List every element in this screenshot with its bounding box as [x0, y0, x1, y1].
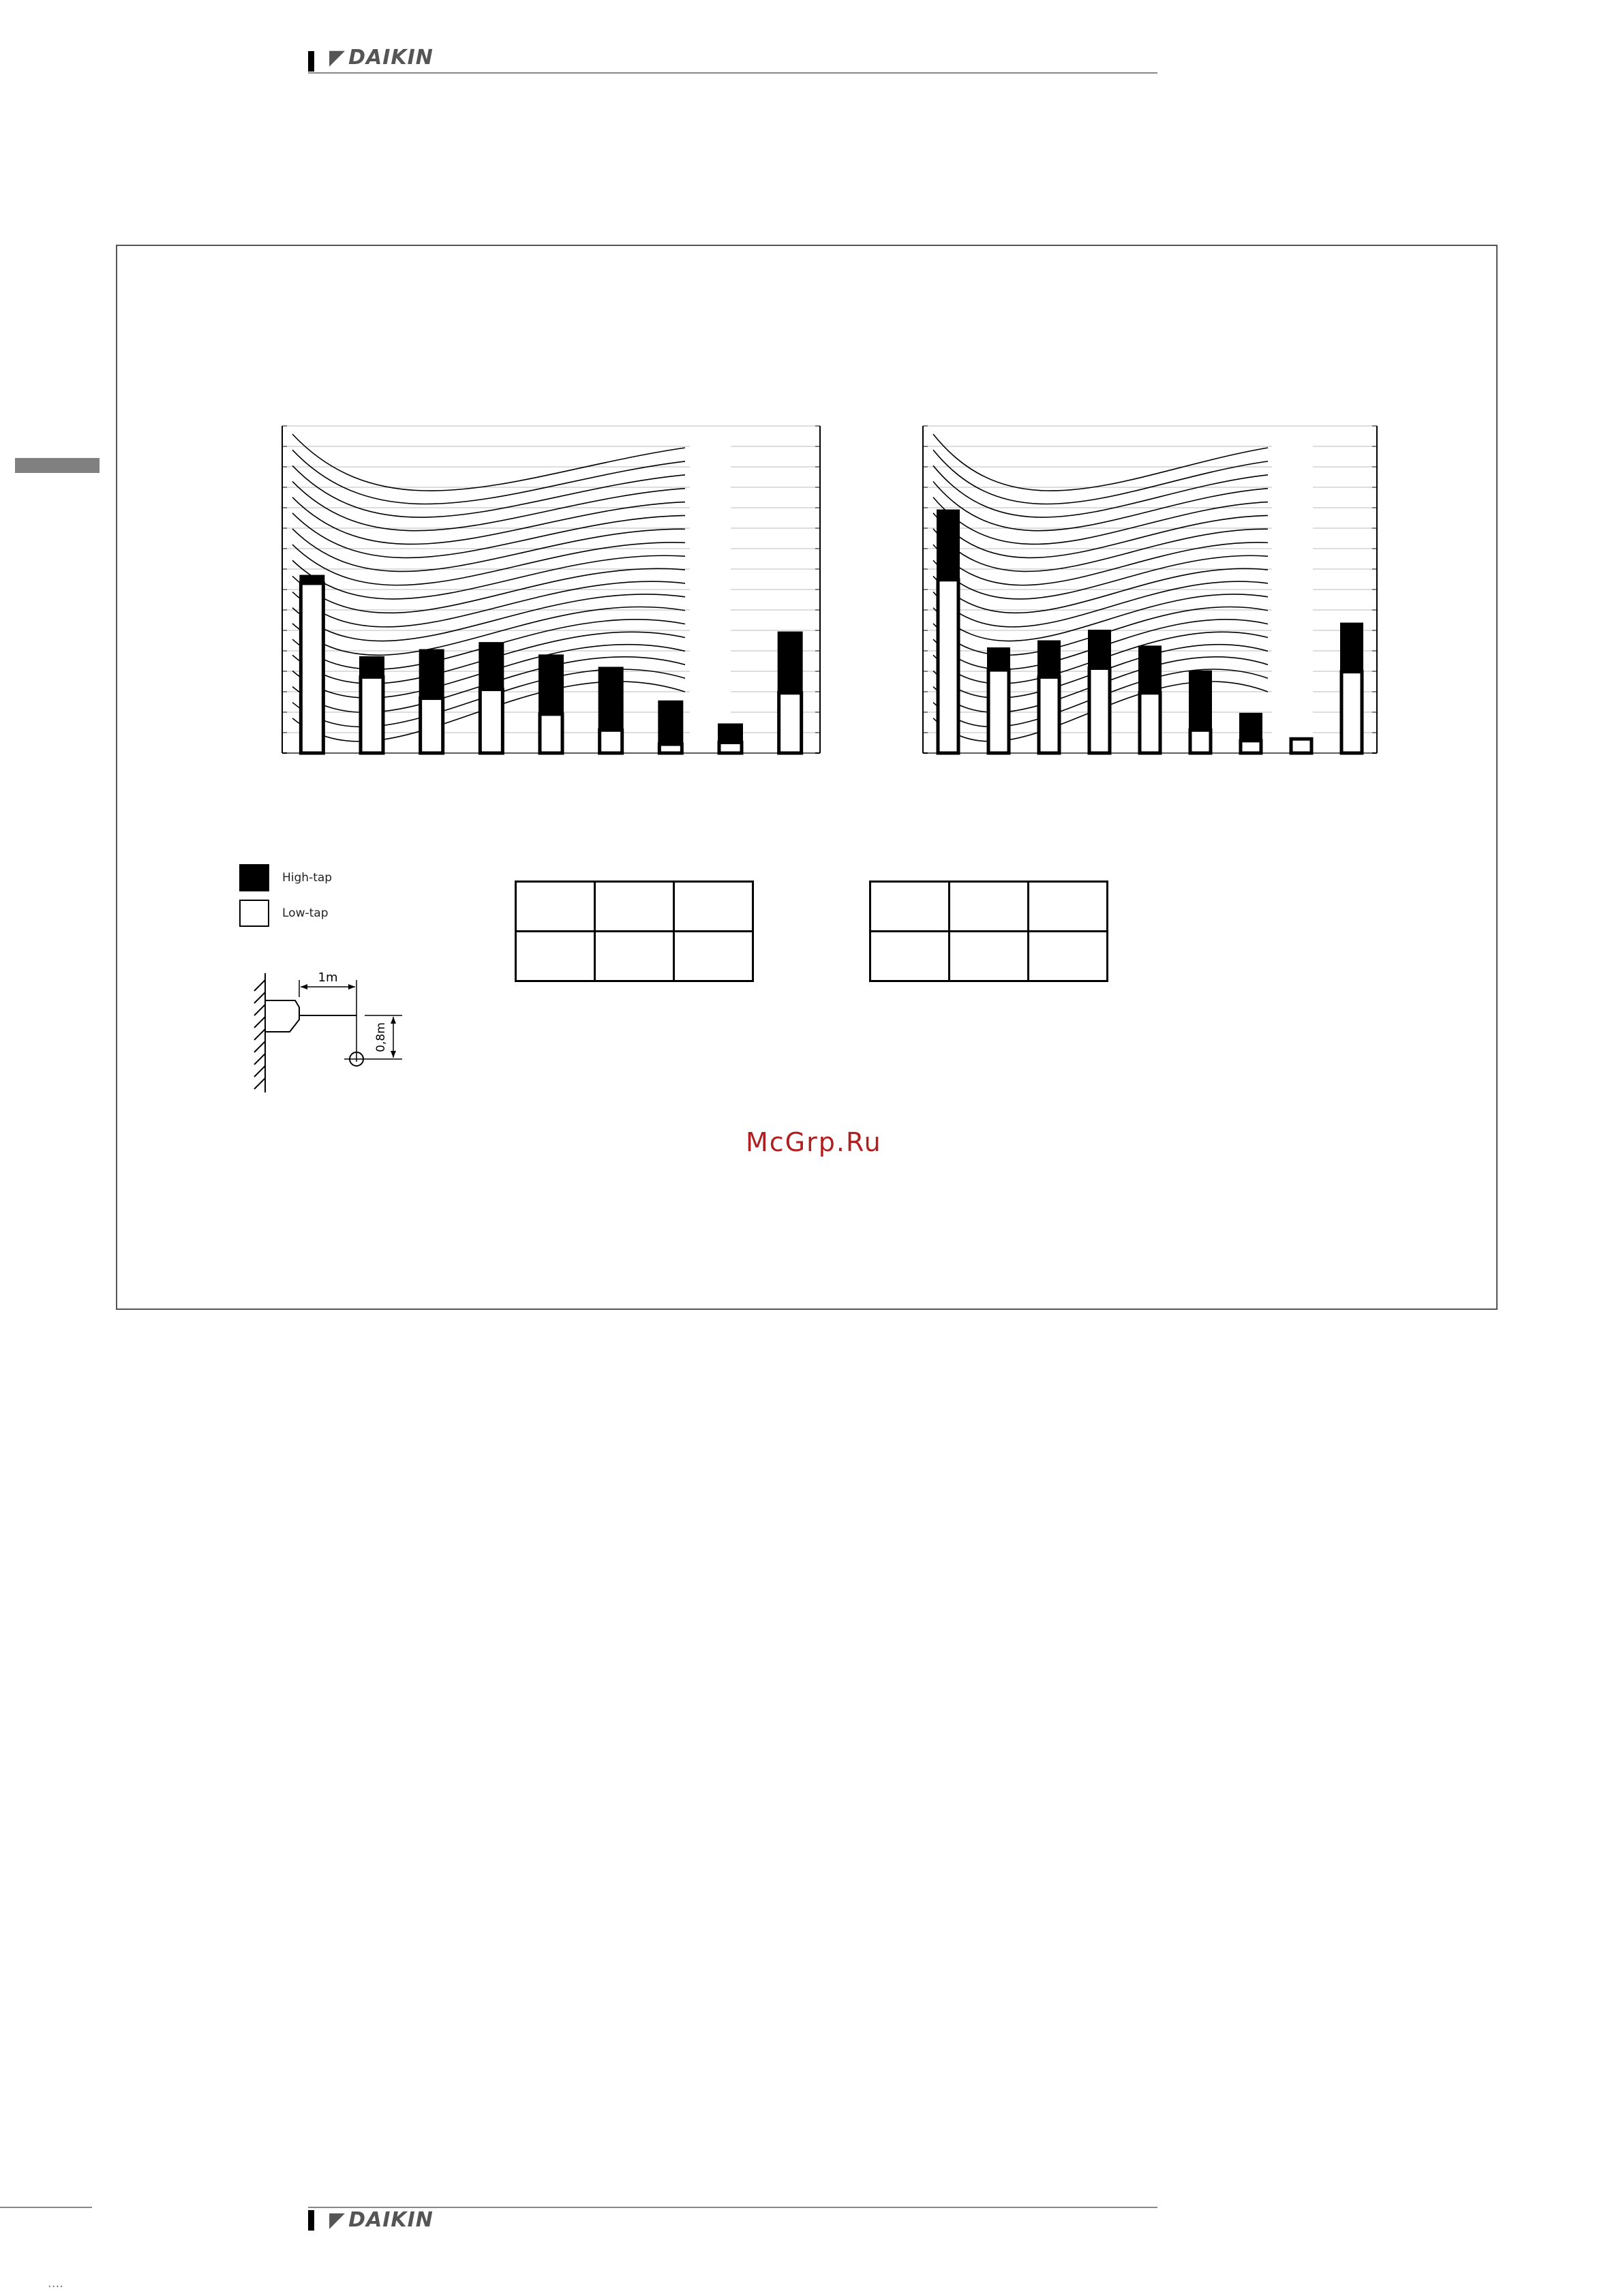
- bar-high-tap: [480, 643, 502, 689]
- sound-chart-left: [273, 419, 828, 760]
- bar-high-tap: [1341, 624, 1362, 672]
- section-tab-marker: [15, 458, 100, 473]
- sound-chart-right: [913, 419, 1391, 760]
- bar-low-tap: [1291, 739, 1311, 753]
- bar-low-tap: [361, 677, 383, 753]
- table-row: [516, 882, 753, 932]
- header-brand-mark: [308, 51, 314, 72]
- bar-low-tap: [540, 714, 562, 753]
- chart-gap: [690, 427, 731, 752]
- bar-high-tap: [659, 702, 682, 744]
- legend-label-low-tap: Low-tap: [282, 906, 329, 920]
- bar-low-tap: [1089, 668, 1110, 753]
- table-right: [869, 881, 1108, 982]
- legend-swatch-low-tap: [239, 900, 269, 927]
- legend-label-high-tap: High-tap: [282, 871, 333, 885]
- bar-high-tap: [779, 633, 802, 693]
- chart-curve: [933, 555, 1268, 599]
- bar-low-tap: [988, 670, 1009, 753]
- bar-low-tap: [421, 699, 443, 753]
- wall-hatching: [254, 973, 265, 1092]
- bar-high-tap: [540, 656, 562, 714]
- table-row: [870, 932, 1108, 981]
- table-cell: [595, 882, 674, 932]
- table-cell: [950, 882, 1029, 932]
- bar-high-tap: [1190, 672, 1211, 731]
- table-cell: [516, 932, 595, 981]
- footer-brand-text: DAIKIN: [348, 2208, 434, 2232]
- measurement-position-diagram: [242, 966, 412, 1096]
- bar-low-tap: [938, 580, 958, 753]
- footer-logo: [329, 2210, 434, 2231]
- horizontal-distance-label: 1m: [318, 970, 338, 985]
- bar-low-tap: [1241, 741, 1261, 753]
- table-cell: [595, 932, 674, 981]
- footer-corner-text: ....: [48, 2276, 63, 2291]
- bar-high-tap: [600, 668, 622, 730]
- bar-high-tap: [1241, 714, 1261, 741]
- bar-low-tap: [600, 730, 622, 753]
- daikin-logo-icon: ◤: [329, 2208, 346, 2232]
- bar-low-tap: [779, 693, 802, 753]
- bar-high-tap: [1089, 631, 1110, 668]
- indoor-unit-shape: [265, 1000, 299, 1032]
- header-logo: [329, 48, 434, 68]
- footer-rule: [308, 2207, 1157, 2208]
- chart-curve: [292, 555, 685, 599]
- footer-brand-mark: [308, 2210, 314, 2231]
- vertical-distance-label: 0,8m: [374, 1022, 388, 1052]
- table-cell: [1029, 932, 1108, 981]
- bar-high-tap: [361, 658, 383, 677]
- bar-low-tap: [1140, 693, 1160, 753]
- table-cell: [674, 882, 753, 932]
- bar-low-tap: [1039, 677, 1059, 753]
- bar-low-tap: [301, 583, 323, 753]
- bar-high-tap: [421, 651, 443, 699]
- chart-gap: [1272, 427, 1313, 752]
- bar-low-tap: [480, 690, 502, 753]
- bar-low-tap: [1341, 672, 1362, 753]
- bar-high-tap: [1140, 647, 1160, 692]
- table-cell: [1029, 882, 1108, 932]
- chart-curve: [292, 434, 685, 491]
- header-brand-text: DAIKIN: [348, 46, 434, 70]
- bar-low-tap: [1190, 730, 1211, 753]
- table-cell: [950, 932, 1029, 981]
- chart-curve: [292, 568, 685, 613]
- chart-curve: [933, 434, 1268, 491]
- table-left: [515, 881, 754, 982]
- bar-high-tap: [938, 511, 958, 580]
- table-cell: [870, 932, 950, 981]
- chart-curve: [292, 465, 685, 517]
- table-cell: [674, 932, 753, 981]
- bar-high-tap: [1039, 642, 1059, 677]
- chart-curve: [933, 568, 1268, 613]
- table-row: [516, 932, 753, 981]
- watermark-text: McGrp.Ru: [746, 1127, 882, 1157]
- table-cell: [516, 882, 595, 932]
- bar-high-tap: [719, 724, 742, 742]
- bar-low-tap: [719, 742, 742, 753]
- bar-low-tap: [659, 744, 682, 753]
- table-cell: [870, 882, 950, 932]
- footer-left-rule: [0, 2207, 92, 2208]
- table-row: [870, 882, 1108, 932]
- chart-curve: [933, 465, 1268, 517]
- bar-high-tap: [988, 649, 1009, 670]
- legend-swatch-high-tap: [239, 864, 269, 891]
- header-rule: [308, 72, 1157, 74]
- daikin-logo-icon: ◤: [329, 46, 346, 70]
